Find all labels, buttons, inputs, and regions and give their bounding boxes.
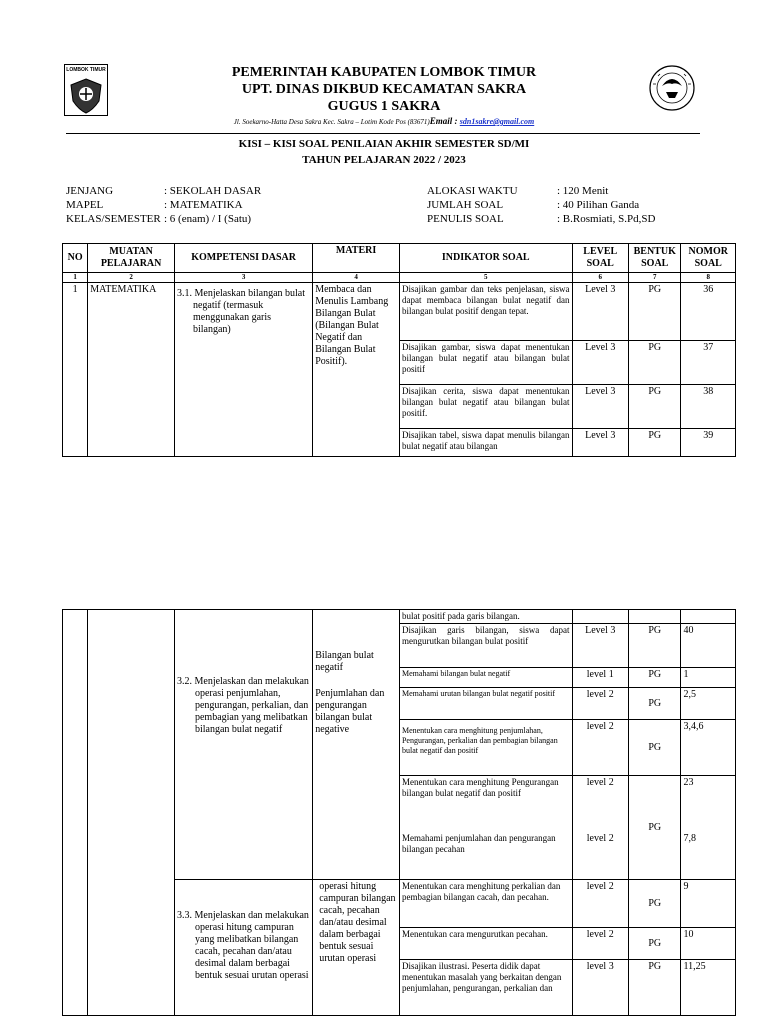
row-bentuk: PG bbox=[629, 776, 681, 880]
row-indikator: Disajikan gambar, siswa dapat menentukan bilangan bulat negatif atau bilangan bulat positif bbox=[399, 341, 572, 385]
row-indikator: Disajikan garis bilangan, siswa dapat mengurutkan bilangan bulat positif bbox=[399, 624, 572, 668]
col-number: 7 bbox=[629, 273, 681, 283]
col-number: 8 bbox=[681, 273, 736, 283]
row-indikator: Memahami bilangan bulat negatif bbox=[399, 668, 572, 688]
info-label: JUMLAH SOAL bbox=[427, 199, 504, 211]
row-indikator: Menentukan cara mengurutkan pecahan. bbox=[399, 928, 572, 960]
row-bentuk: PG bbox=[629, 880, 681, 928]
address-line bbox=[150, 116, 618, 127]
info-value: : 6 (enam) / I (Satu) bbox=[164, 213, 252, 225]
col-number: 1 bbox=[63, 273, 88, 283]
row-indikator: Menentukan cara menghitung perkalian dan pembagian bilangan cacah, dan pecahan. bbox=[399, 880, 572, 928]
info-label: PENULIS SOAL bbox=[427, 213, 504, 225]
row-level: level 2 bbox=[572, 832, 629, 880]
row-level: Level 3 bbox=[572, 624, 629, 668]
col-header-no: NO bbox=[63, 244, 88, 273]
row-nomor: 2,5 bbox=[681, 688, 736, 720]
row-level: Level 3 bbox=[572, 283, 629, 341]
row-level: Level 3 bbox=[572, 429, 629, 457]
col-header-bentuk: BENTUK SOAL bbox=[629, 244, 681, 273]
row-materi-3-2 bbox=[313, 610, 400, 880]
row-no: 1 bbox=[63, 283, 88, 457]
row-bentuk: PG bbox=[629, 624, 681, 668]
regency-logo-text: LOMBOK TIMUR bbox=[66, 67, 106, 73]
row-nomor: 9 bbox=[681, 880, 736, 928]
col-header-kompetensi: KOMPETENSI DASAR bbox=[174, 244, 312, 273]
letterhead bbox=[150, 64, 618, 115]
row-level: level 2 bbox=[572, 880, 629, 928]
materi-bilangan-bulat: Bilangan bulat negatif bbox=[315, 650, 374, 673]
row-indikator: bulat positif pada garis bilangan. bbox=[399, 610, 572, 624]
info-value: : 40 Pilihan Ganda bbox=[557, 199, 640, 211]
row-level: level 2 bbox=[572, 688, 629, 720]
column-number-row bbox=[63, 273, 736, 283]
row-bentuk: PG bbox=[629, 283, 681, 341]
email-link[interactable]: sdn1sakre@gmail.com bbox=[459, 117, 535, 126]
info-value: : SEKOLAH DASAR bbox=[164, 185, 262, 197]
info-label: JENJANG bbox=[66, 185, 114, 197]
row-kompetensi-3-3: 3.3. Menjelaskan dan melakukan operasi hitung campuran yang melibatkan bilangan cacah, pecahan dan/atau desimal dalam berbagai bentuk sesuai urutan operasi bbox=[174, 880, 312, 1016]
row-level: level 3 bbox=[572, 960, 629, 1016]
row-materi-3-3: operasi hitung campuran bilangan cacah, pecahan dan/atau desimal dalam berbagai bentuk sesuai urutan operasi bbox=[313, 880, 400, 1016]
title-line-2: TAHUN PELAJARAN 2022 / 2023 bbox=[302, 154, 466, 166]
info-left bbox=[66, 184, 261, 226]
row-nomor: 36 bbox=[681, 283, 736, 341]
row-level: level 2 bbox=[572, 776, 629, 832]
row-materi: Membaca dan Menulis Lambang Bilangan Bulat (Bilangan Bulat Negatif dan Bilangan Bulat Positif). bbox=[313, 283, 400, 457]
row-level: Level 3 bbox=[572, 341, 629, 385]
row-bentuk: PG bbox=[629, 960, 681, 1016]
row-nomor: 40 bbox=[681, 624, 736, 668]
row-bentuk: PG bbox=[629, 928, 681, 960]
row-indikator: Disajikan gambar dan teks penjelasan, siswa dapat membaca bilangan bulat negatif dan bilangan bulat positif dengan tepat. bbox=[399, 283, 572, 341]
row-indikator: Disajikan ilustrasi. Peserta didik dapat menentukan masalah yang berkaitan dengan penjumlahan, pengurangan, perkalian dan bbox=[399, 960, 572, 1016]
row-nomor: 3,4,6 bbox=[681, 720, 736, 776]
col-number: 5 bbox=[399, 273, 572, 283]
col-header-level: LEVEL SOAL bbox=[572, 244, 629, 273]
document-title bbox=[150, 136, 618, 168]
table-header-row bbox=[63, 244, 736, 273]
table-row bbox=[63, 610, 736, 624]
row-level: Level 3 bbox=[572, 385, 629, 429]
regency-logo bbox=[64, 64, 108, 116]
table-row bbox=[63, 283, 736, 341]
letterhead-line-3: GUGUS 1 SAKRA bbox=[327, 99, 441, 114]
col-number: 4 bbox=[313, 273, 400, 283]
row-nomor: 1 bbox=[681, 668, 736, 688]
row-bentuk: PG bbox=[629, 429, 681, 457]
row-bentuk bbox=[629, 610, 681, 624]
shield-emblem-icon bbox=[65, 75, 107, 115]
row-indikator: Menentukan cara menghitung Pengurangan bilangan bulat negatif dan positif bbox=[399, 776, 572, 832]
row-indikator: Disajikan tabel, siswa dapat menulis bilangan bulat negatif atau bilangan bbox=[399, 429, 572, 457]
row-indikator: Memahami urutan bilangan bulat negatif positif bbox=[399, 688, 572, 720]
row-no bbox=[63, 610, 88, 1016]
letterhead-line-1: PEMERINTAH KABUPATEN LOMBOK TIMUR bbox=[231, 65, 537, 80]
email-label: Email : bbox=[429, 116, 460, 126]
row-nomor bbox=[681, 610, 736, 624]
col-number: 2 bbox=[88, 273, 175, 283]
row-indikator: Memahami penjumlahan dan pengurangan bilangan pecahan bbox=[399, 832, 572, 880]
info-value: : 120 Menit bbox=[557, 185, 609, 197]
row-nomor: 10 bbox=[681, 928, 736, 960]
row-muatan: MATEMATIKA bbox=[88, 283, 175, 457]
row-indikator: Disajikan cerita, siswa dapat menentukan bilangan bulat negatif atau bilangan bulat positif. bbox=[399, 385, 572, 429]
header-divider bbox=[66, 133, 700, 134]
info-right bbox=[427, 184, 655, 226]
grid-table-page-2 bbox=[62, 609, 736, 1016]
col-header-muatan: MUATAN PELAJARAN bbox=[88, 244, 175, 273]
row-nomor: 37 bbox=[681, 341, 736, 385]
row-level: level 1 bbox=[572, 668, 629, 688]
materi-penjumlahan: Penjumlahan dan pengurangan bilangan bulat negative bbox=[315, 688, 385, 735]
row-nomor: 7,8 bbox=[681, 832, 736, 880]
info-label: ALOKASI WAKTU bbox=[427, 185, 518, 197]
row-level: level 2 bbox=[572, 928, 629, 960]
row-bentuk: PG bbox=[629, 720, 681, 776]
grid-table-page-1 bbox=[62, 243, 736, 457]
letterhead-line-2: UPT. DINAS DIKBUD KECAMATAN SAKRA bbox=[241, 82, 527, 97]
row-indikator: Menentukan cara menghitung penjumlahan, Pengurangan, perkalian dan pembagian bilangan bulat negatif dan positif bbox=[399, 720, 572, 776]
row-bentuk: PG bbox=[629, 341, 681, 385]
col-header-nomor: NOMOR SOAL bbox=[681, 244, 736, 273]
info-value: : B.Rosmiati, S.Pd,SD bbox=[557, 213, 656, 225]
info-value: : MATEMATIKA bbox=[164, 199, 243, 211]
col-number: 6 bbox=[572, 273, 629, 283]
tut-wuri-handayani-logo-icon bbox=[648, 64, 696, 112]
row-level: level 2 bbox=[572, 720, 629, 776]
row-level bbox=[572, 610, 629, 624]
row-muatan bbox=[88, 610, 175, 1016]
address-text: Jl. Soekarno-Hatta Desa Sakra Kec. Sakra – Lotim Kode Pos (83671) bbox=[233, 118, 430, 126]
row-nomor: 39 bbox=[681, 429, 736, 457]
info-label: KELAS/SEMESTER bbox=[66, 213, 161, 225]
row-kompetensi-3-2: 3.2. Menjelaskan dan melakukan operasi penjumlahan, pengurangan, perkalian, dan pembagian yang melibatkan bilangan bulat negatif bbox=[174, 610, 312, 880]
row-nomor: 23 bbox=[681, 776, 736, 832]
col-header-materi: MATERI bbox=[313, 244, 400, 273]
row-nomor: 11,25 bbox=[681, 960, 736, 1016]
row-bentuk: PG bbox=[629, 688, 681, 720]
row-kompetensi: 3.1. Menjelaskan bilangan bulat negatif (termasuk menggunakan garis bilangan) bbox=[174, 283, 312, 457]
title-line-1: KISI – KISI SOAL PENILAIAN AKHIR SEMESTER SD/MI bbox=[238, 138, 530, 150]
info-label: MAPEL bbox=[66, 199, 104, 211]
row-bentuk: PG bbox=[629, 668, 681, 688]
row-nomor: 38 bbox=[681, 385, 736, 429]
col-number: 3 bbox=[174, 273, 312, 283]
row-bentuk: PG bbox=[629, 385, 681, 429]
col-header-indikator: INDIKATOR SOAL bbox=[399, 244, 572, 273]
